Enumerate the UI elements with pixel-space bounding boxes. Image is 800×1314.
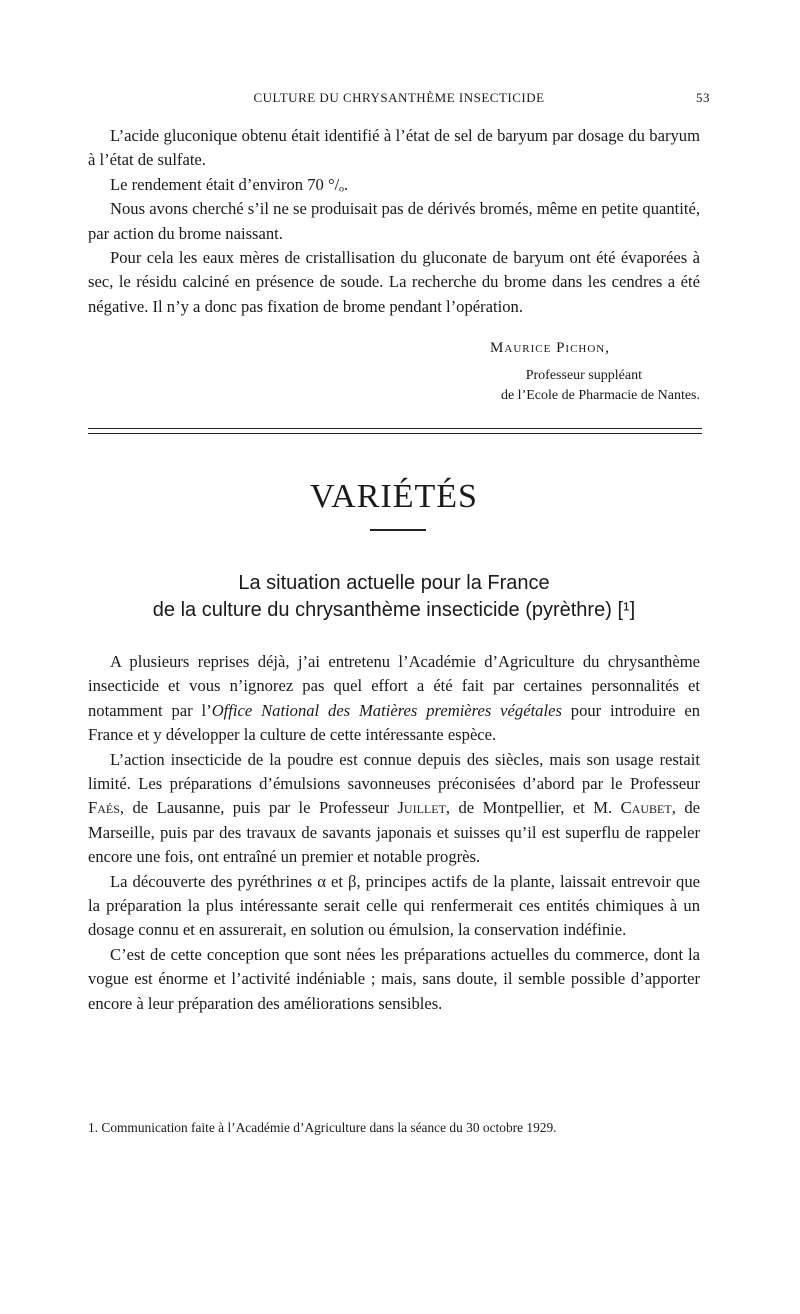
section-divider	[88, 428, 702, 436]
paragraph-text: L’action insecticide de la poudre est connue depuis des siècles, mais son usage restait limité. Les préparations d’émulsions savonneuses préconisées d’abord par le Professeur	[88, 749, 700, 794]
divider-line	[88, 433, 702, 434]
signature-institution: de l’Ecole de Pharmacie de Nantes.	[500, 388, 700, 403]
italic-organization: Office National des Matières premières végétales	[211, 700, 562, 720]
paragraph-text: , de Marseille, puis par des travaux de savants japonais et suisses qu’il est superflu de rappeler encore une fois, ont entraîné un premier et notable progrès.	[88, 798, 700, 867]
signature-role: Professeur suppléant	[525, 368, 642, 383]
previous-article-text	[88, 124, 700, 319]
section-title: VARIÉTÉS	[310, 478, 478, 515]
article-title-line1: La situation actuelle pour la France	[238, 572, 550, 594]
paragraph: La découverte des pyréthrines α et β, principes actifs de la plante, laissait entrevoir que la préparation la plus intéressante serait celle qui renfermerait ces entités chimiques à un dosage connu et en assurerait, en solution ou émulsion, la conservation indéfinie.	[88, 871, 700, 940]
article-body	[88, 650, 700, 1016]
page-number: 53	[696, 90, 710, 105]
person-name: Faés	[88, 798, 120, 818]
paragraph: Nous avons cherché s’il ne se produisait pas de dérivés bromés, même en petite quantité, par action du brome naissant.	[88, 199, 700, 243]
footnote-marker: [¹]	[617, 599, 636, 621]
paragraph-text: , de Montpellier, et M.	[445, 798, 621, 818]
article-title-line2	[88, 597, 700, 624]
paragraph: L’acide gluconique obtenu était identifié à l’état de sel de baryum par dosage du baryum à l’état de sulfate.	[88, 126, 700, 170]
article-title-line2-text: de la culture du chrysanthème insecticide (pyrèthre)	[152, 599, 612, 621]
paragraph	[88, 650, 700, 748]
person-name: Caubet	[620, 798, 672, 818]
paragraph: Pour cela les eaux mères de cristallisation du gluconate de baryum ont été évaporées à sec, le résidu calciné en présence de soude. La recherche du brome dans les cendres a été négative. Il n’y a donc pas fixation de brome pendant l’opération.	[88, 248, 700, 316]
footnote: 1. Communication faite à l’Académie d’Agriculture dans la séance du 30 octobre 1929.	[88, 1120, 557, 1135]
title-underline	[370, 529, 426, 531]
person-name: Juillet	[397, 798, 446, 818]
paragraph-text: , de Lausanne, puis par le Professeur	[119, 798, 398, 818]
divider-line	[88, 428, 702, 429]
paragraph-text: pour introduire en France et y développer la culture de cette intéressante espèce.	[88, 700, 700, 745]
signature-name: Maurice Pichon,	[490, 340, 610, 356]
paragraph	[88, 748, 700, 870]
article-title	[88, 570, 700, 624]
paragraph-text: A plusieurs reprises déjà, j’ai entretenu l’Académie d’Agriculture du chrysanthème insecticide et vous n’ignorez pas quel effort a été fait par certaines personnalités et notamment par l’	[88, 652, 700, 720]
paragraph: Le rendement était d’environ 70 °/ₒ.	[110, 174, 349, 194]
paragraph: C’est de cette conception que sont nées les préparations actuelles du commerce, dont la vogue est énorme et l’activité indéniable ; mais, sans doute, il semble possible d’apporter encore à leur préparation des améliorations sensibles.	[88, 944, 700, 1013]
running-title: CULTURE DU CHRYSANTHÈME INSECTICIDE	[253, 90, 545, 105]
